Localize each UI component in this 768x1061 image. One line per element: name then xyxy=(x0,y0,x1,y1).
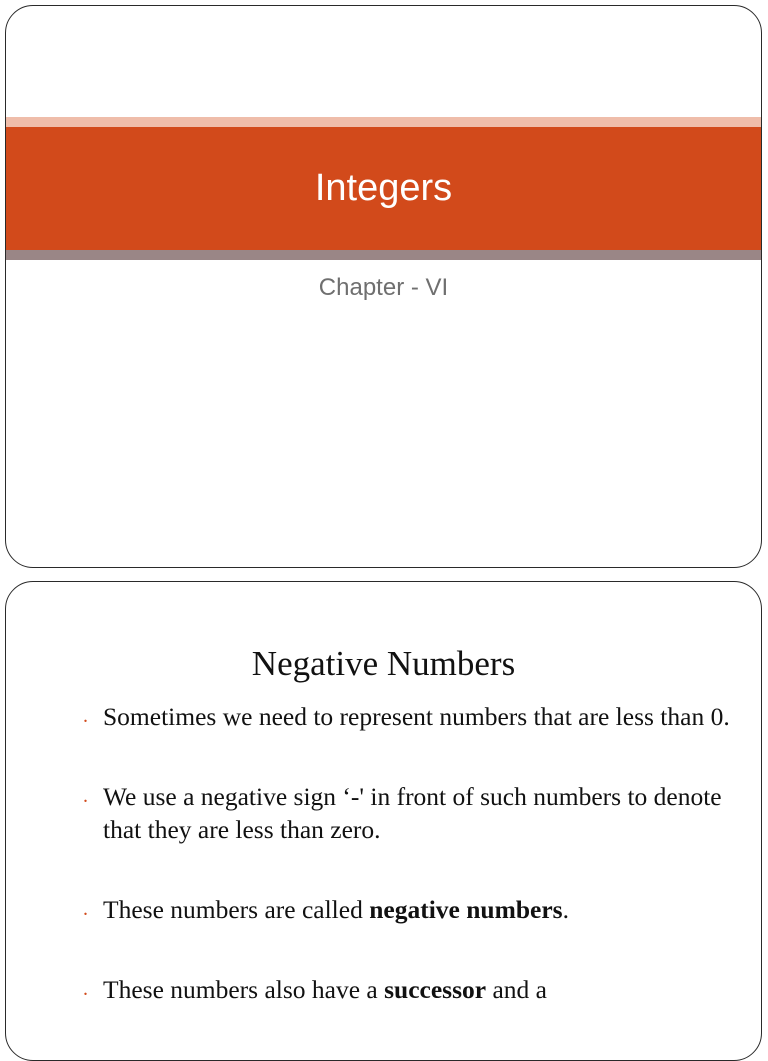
bullet-text-after: and a xyxy=(486,975,547,1004)
content-slide-title: Negative Numbers xyxy=(251,644,516,683)
bullet-text-bold: successor xyxy=(384,975,487,1004)
bullet-text: Sometimes we need to represent numbers that are less than 0. xyxy=(103,702,730,731)
title-band-bottom-stripe xyxy=(6,250,761,260)
content-slide xyxy=(5,581,762,1061)
bullet-text-before: These numbers also have a xyxy=(103,975,385,1004)
bullet-item xyxy=(6,780,761,846)
bullet-item xyxy=(6,700,761,733)
bullet-dot-icon: . xyxy=(83,705,88,727)
bullet-dot-icon: . xyxy=(83,978,88,1000)
bullet-text-before: These numbers are called xyxy=(103,895,370,924)
title-slide xyxy=(5,5,762,568)
bullet-list xyxy=(6,700,761,1053)
bullet-text-after: . xyxy=(562,895,569,924)
bullet-item xyxy=(6,893,761,926)
bullet-text-bold: negative numbers xyxy=(369,895,563,924)
title-band-top-stripe xyxy=(6,117,761,127)
bullet-text: We use a negative sign ‘-' in front of such numbers to denote that they are less than zero. xyxy=(103,782,722,844)
bullet-dot-icon: . xyxy=(83,898,88,920)
bullet-dot-icon: . xyxy=(83,785,88,807)
bullet-item xyxy=(6,973,761,1006)
slide-subtitle: Chapter - VI xyxy=(318,274,449,301)
slide-title: Integers xyxy=(314,167,453,209)
